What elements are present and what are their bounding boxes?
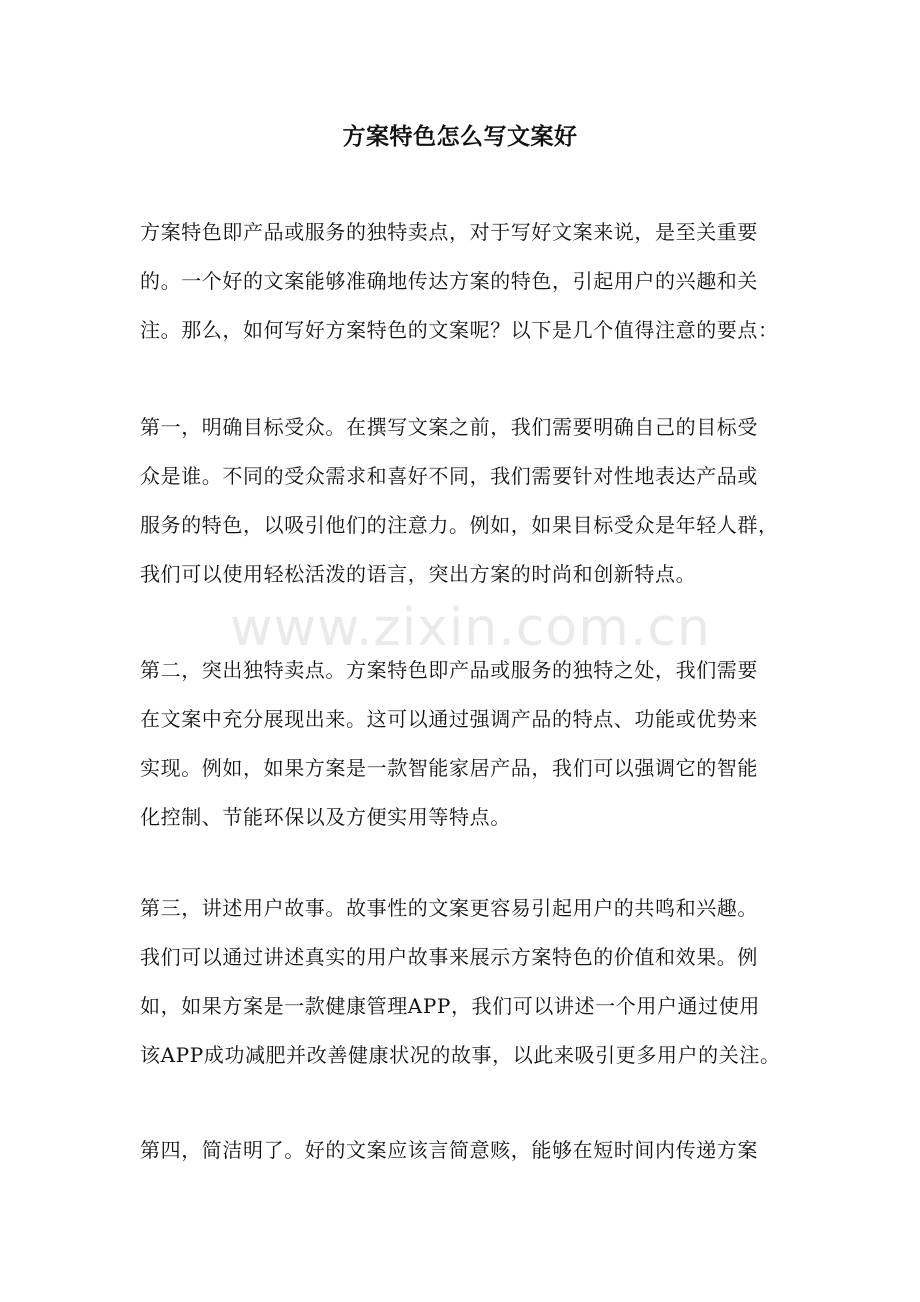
paragraph-line: 注。那么，如何写好方案特色的文案呢？以下是几个值得注意的要点： [140, 318, 779, 342]
paragraph-second [140, 646, 800, 842]
paragraph-line: 实现。例如，如果方案是一款智能家居产品，我们可以强调它的智能 [140, 756, 758, 780]
paragraph-line: 的。一个好的文案能够准确地传达方案的特色，引起用户的兴趣和关 [140, 269, 758, 293]
paragraph-line: 该APP成功减肥并改善健康状况的故事，以此来吸引更多用户的关注。 [140, 1043, 781, 1067]
paragraph-line: 第一，明确目标受众。在撰写文案之前，我们需要明确自己的目标受 [140, 415, 758, 439]
paragraph-line: 在文案中充分展现出来。这可以通过强调产品的特点、功能或优势来 [140, 707, 758, 731]
paragraph-line: 化控制、节能环保以及方便实用等特点。 [140, 805, 511, 829]
paragraph-line: 如，如果方案是一款健康管理APP，我们可以讲述一个用户通过使用 [140, 994, 760, 1018]
paragraph-first [140, 403, 800, 599]
watermark: www.zixin.com.cn [230, 598, 711, 658]
paragraph-line: 第二，突出独特卖点。方案特色即产品或服务的独特之处，我们需要 [140, 658, 758, 682]
paragraph-third [140, 884, 800, 1080]
paragraph-line: 服务的特色，以吸引他们的注意力。例如，如果目标受众是年轻人群， [140, 513, 779, 537]
paragraph-line: 第三，讲述用户故事。故事性的文案更容易引起用户的共鸣和兴趣。 [140, 896, 758, 920]
document-title: 方案特色怎么写文案好 [342, 123, 578, 150]
paragraph-line: 众是谁。不同的受众需求和喜好不同，我们需要针对性地表达产品或 [140, 464, 758, 488]
paragraph-intro [140, 208, 800, 355]
paragraph-line: 方案特色即产品或服务的独特卖点，对于写好文案来说，是至关重要 [140, 220, 758, 244]
paragraph-fourth [140, 1126, 800, 1175]
paragraph-line: 我们可以通过讲述真实的用户故事来展示方案特色的价值和效果。例 [140, 945, 758, 969]
paragraph-line: 第四，简洁明了。好的文案应该言简意赅，能够在短时间内传递方案 [140, 1138, 758, 1162]
paragraph-line: 我们可以使用轻松活泼的语言，突出方案的时尚和创新特点。 [140, 562, 697, 586]
